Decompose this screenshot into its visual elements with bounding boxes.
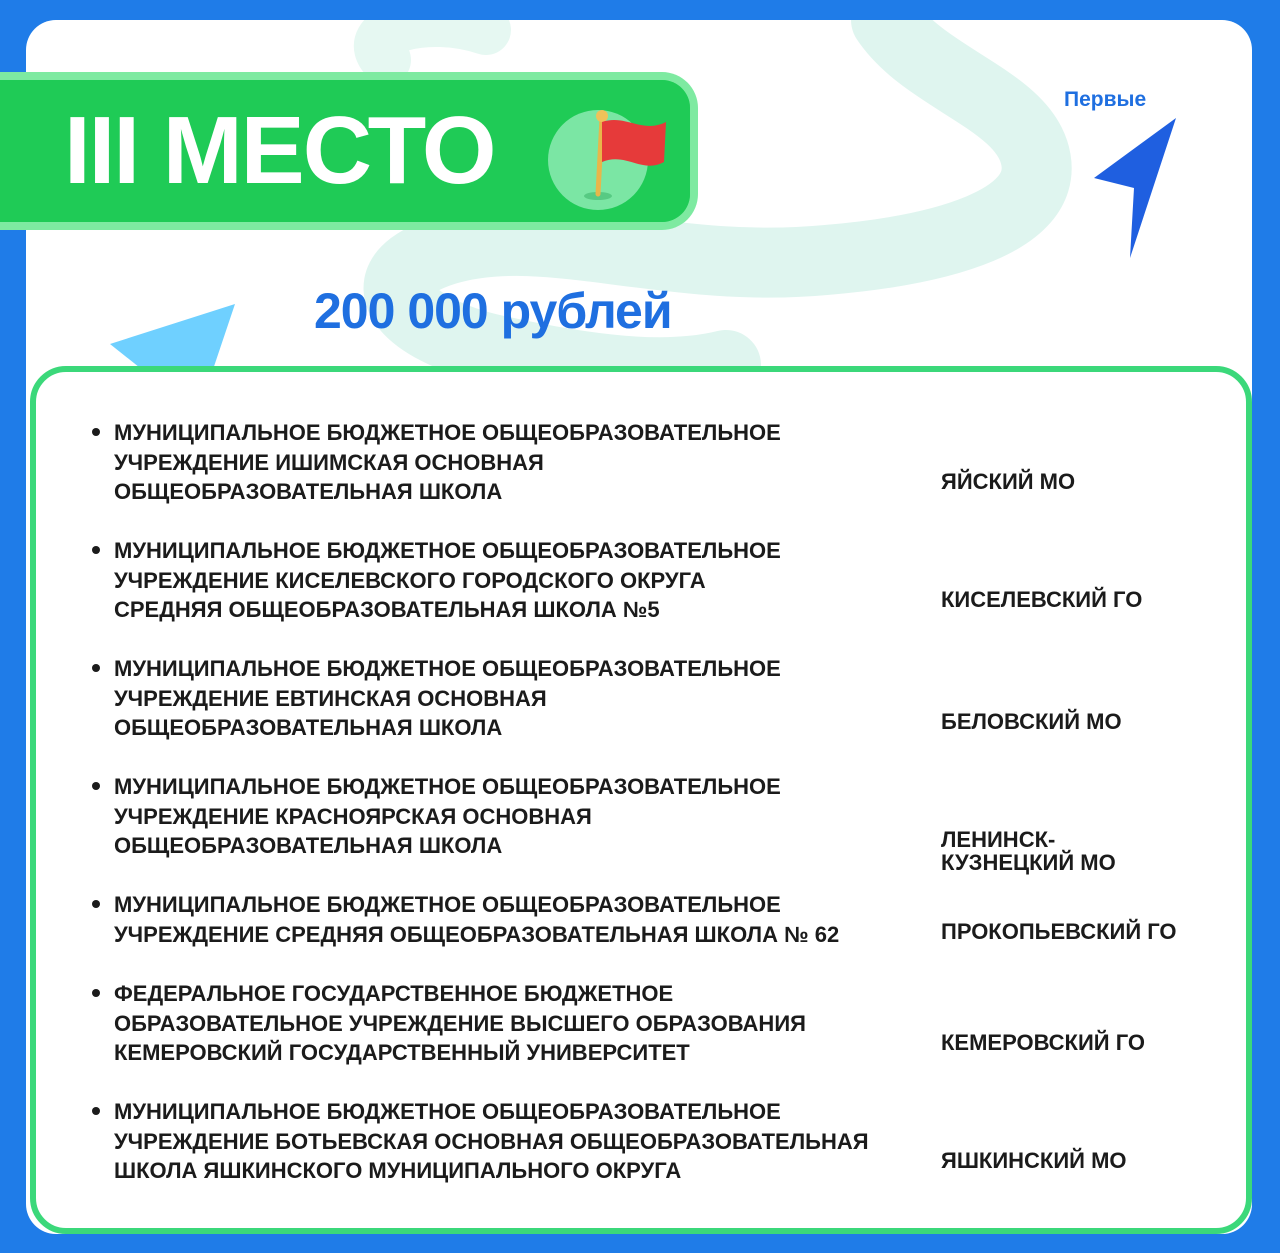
logo-text: Первые xyxy=(1064,88,1147,111)
region-name: КЕМЕРОВСКИЙ ГО xyxy=(941,1030,1145,1055)
organization-name: МУНИЦИПАЛЬНОЕ БЮДЖЕТНОЕ ОБЩЕОБРАЗОВАТЕЛЬНОЕ УЧРЕЖДЕНИЕ КРАСНОЯРСКАЯ ОСНОВНАЯ ОБЩЕОБРАЗОВАТЕЛЬНАЯ ШКОЛА xyxy=(114,774,781,858)
organization-name: МУНИЦИПАЛЬНОЕ БЮДЖЕТНОЕ ОБЩЕОБРАЗОВАТЕЛЬНОЕ УЧРЕЖДЕНИЕ КИСЕЛЕВСКОГО ГОРОДСКОГО ОКРУГА СРЕДНЯЯ ОБЩЕОБРАЗОВАТЕЛЬНАЯ ШКОЛА №5 xyxy=(114,538,781,622)
organization-name: МУНИЦИПАЛЬНОЕ БЮДЖЕТНОЕ ОБЩЕОБРАЗОВАТЕЛЬНОЕ УЧРЕЖДЕНИЕ БОТЬЕВСКАЯ ОСНОВНАЯ ОБЩЕОБРАЗОВАТЕЛЬНАЯ ШКОЛА ЯШКИНСКОГО МУНИЦИПАЛЬНОГО ОКРУГА xyxy=(114,1099,869,1183)
region-name: ЯШКИНСКИЙ МО xyxy=(941,1148,1127,1173)
region-name: КИСЕЛЕВСКИЙ ГО xyxy=(941,587,1143,612)
prize-amount: 200 000 рублей xyxy=(314,283,672,339)
bullet-icon xyxy=(92,664,100,672)
region-name: ПРОКОПЬЕВСКИЙ ГО xyxy=(941,919,1177,944)
organization-name: МУНИЦИПАЛЬНОЕ БЮДЖЕТНОЕ ОБЩЕОБРАЗОВАТЕЛЬНОЕ УЧРЕЖДЕНИЕ ИШИМСКАЯ ОСНОВНАЯ ОБЩЕОБРАЗОВАТЕЛЬНАЯ ШКОЛА xyxy=(114,420,781,504)
bullet-icon xyxy=(92,1107,100,1115)
region-name: ЛЕНИНСК- КУЗНЕЦКИЙ МО xyxy=(941,827,1116,875)
red-flag-icon xyxy=(546,90,676,220)
bullet-icon xyxy=(92,782,100,790)
organization-name: ФЕДЕРАЛЬНОЕ ГОСУДАРСТВЕННОЕ БЮДЖЕТНОЕ ОБРАЗОВАТЕЛЬНОЕ УЧРЕЖДЕНИЕ ВЫСШЕГО ОБРАЗОВАНИЯ КЕМЕРОВСКИЙ ГОСУДАРСТВЕННЫЙ УНИВЕРСИТЕТ xyxy=(114,981,806,1065)
place-title: III МЕСТО xyxy=(64,97,495,204)
bullet-icon xyxy=(92,900,100,908)
organization-name: МУНИЦИПАЛЬНОЕ БЮДЖЕТНОЕ ОБЩЕОБРАЗОВАТЕЛЬНОЕ УЧРЕЖДЕНИЕ СРЕДНЯЯ ОБЩЕОБРАЗОВАТЕЛЬНАЯ ШКОЛА № 62 xyxy=(114,892,840,947)
arrow-logo-icon xyxy=(1060,68,1190,268)
bullet-icon xyxy=(92,989,100,997)
region-name: БЕЛОВСКИЙ МО xyxy=(941,709,1122,734)
bullet-icon xyxy=(92,546,100,554)
organization-name: МУНИЦИПАЛЬНОЕ БЮДЖЕТНОЕ ОБЩЕОБРАЗОВАТЕЛЬНОЕ УЧРЕЖДЕНИЕ ЕВТИНСКАЯ ОСНОВНАЯ ОБЩЕОБРАЗОВАТЕЛЬНАЯ ШКОЛА xyxy=(114,656,781,740)
region-name: ЯЙСКИЙ МО xyxy=(941,469,1076,494)
bullet-icon xyxy=(92,428,100,436)
